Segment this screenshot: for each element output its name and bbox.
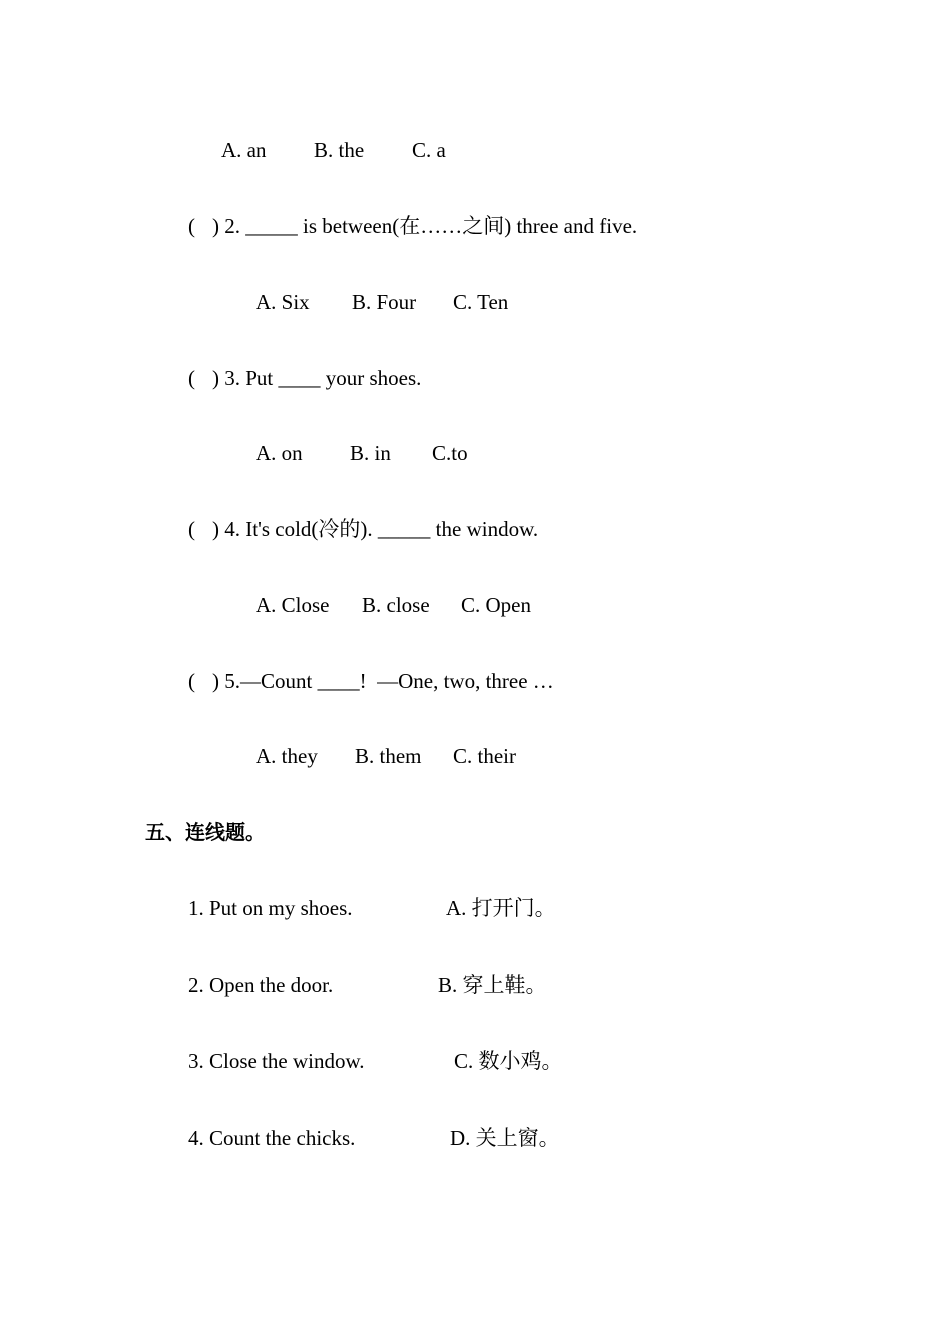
q5-answer-paren: (: [188, 669, 195, 693]
q1-option-c: C. a: [412, 138, 446, 162]
q1-option-b: B. the: [314, 138, 365, 162]
q5-option-b: B. them: [355, 744, 422, 768]
match-left-2: 2. Open the door.: [188, 973, 334, 997]
q5-option-a: A. they: [256, 744, 318, 768]
match-right-c: C. 数小鸡。: [454, 1049, 563, 1073]
q5-text: ) 5.—Count ____! —One, two, three …: [212, 669, 554, 693]
q3-option-a: A. on: [256, 441, 303, 465]
match-left-3: 3. Close the window.: [188, 1049, 365, 1073]
q3-text: ) 3. Put ____ your shoes.: [212, 366, 422, 390]
q4-option-c: C. Open: [461, 593, 531, 617]
match-right-d: D. 关上窗。: [450, 1126, 560, 1150]
q2-option-b: B. Four: [352, 290, 417, 314]
q3-option-b: B. in: [350, 441, 391, 465]
q4-option-b: B. close: [362, 593, 430, 617]
q4-option-a: A. Close: [256, 593, 330, 617]
q2-option-c: C. Ten: [453, 290, 509, 314]
section-title: 五、连线题。: [145, 820, 265, 844]
q5-option-c: C. their: [453, 744, 516, 768]
q2-answer-paren: (: [188, 214, 195, 238]
q2-option-a: A. Six: [256, 290, 310, 314]
q2-text: ) 2. _____ is between(在……之间) three and five.: [212, 214, 638, 238]
match-left-1: 1. Put on my shoes.: [188, 896, 353, 920]
q3-answer-paren: (: [188, 366, 195, 390]
q4-answer-paren: (: [188, 517, 195, 541]
q1-option-a: A. an: [221, 138, 267, 162]
match-left-4: 4. Count the chicks.: [188, 1126, 356, 1150]
match-right-b: B. 穿上鞋。: [438, 973, 547, 997]
match-right-a: A. 打开门。: [446, 896, 556, 920]
q3-option-c: C.to: [432, 441, 468, 465]
q4-text: ) 4. It's cold(冷的). _____ the window.: [212, 517, 539, 541]
